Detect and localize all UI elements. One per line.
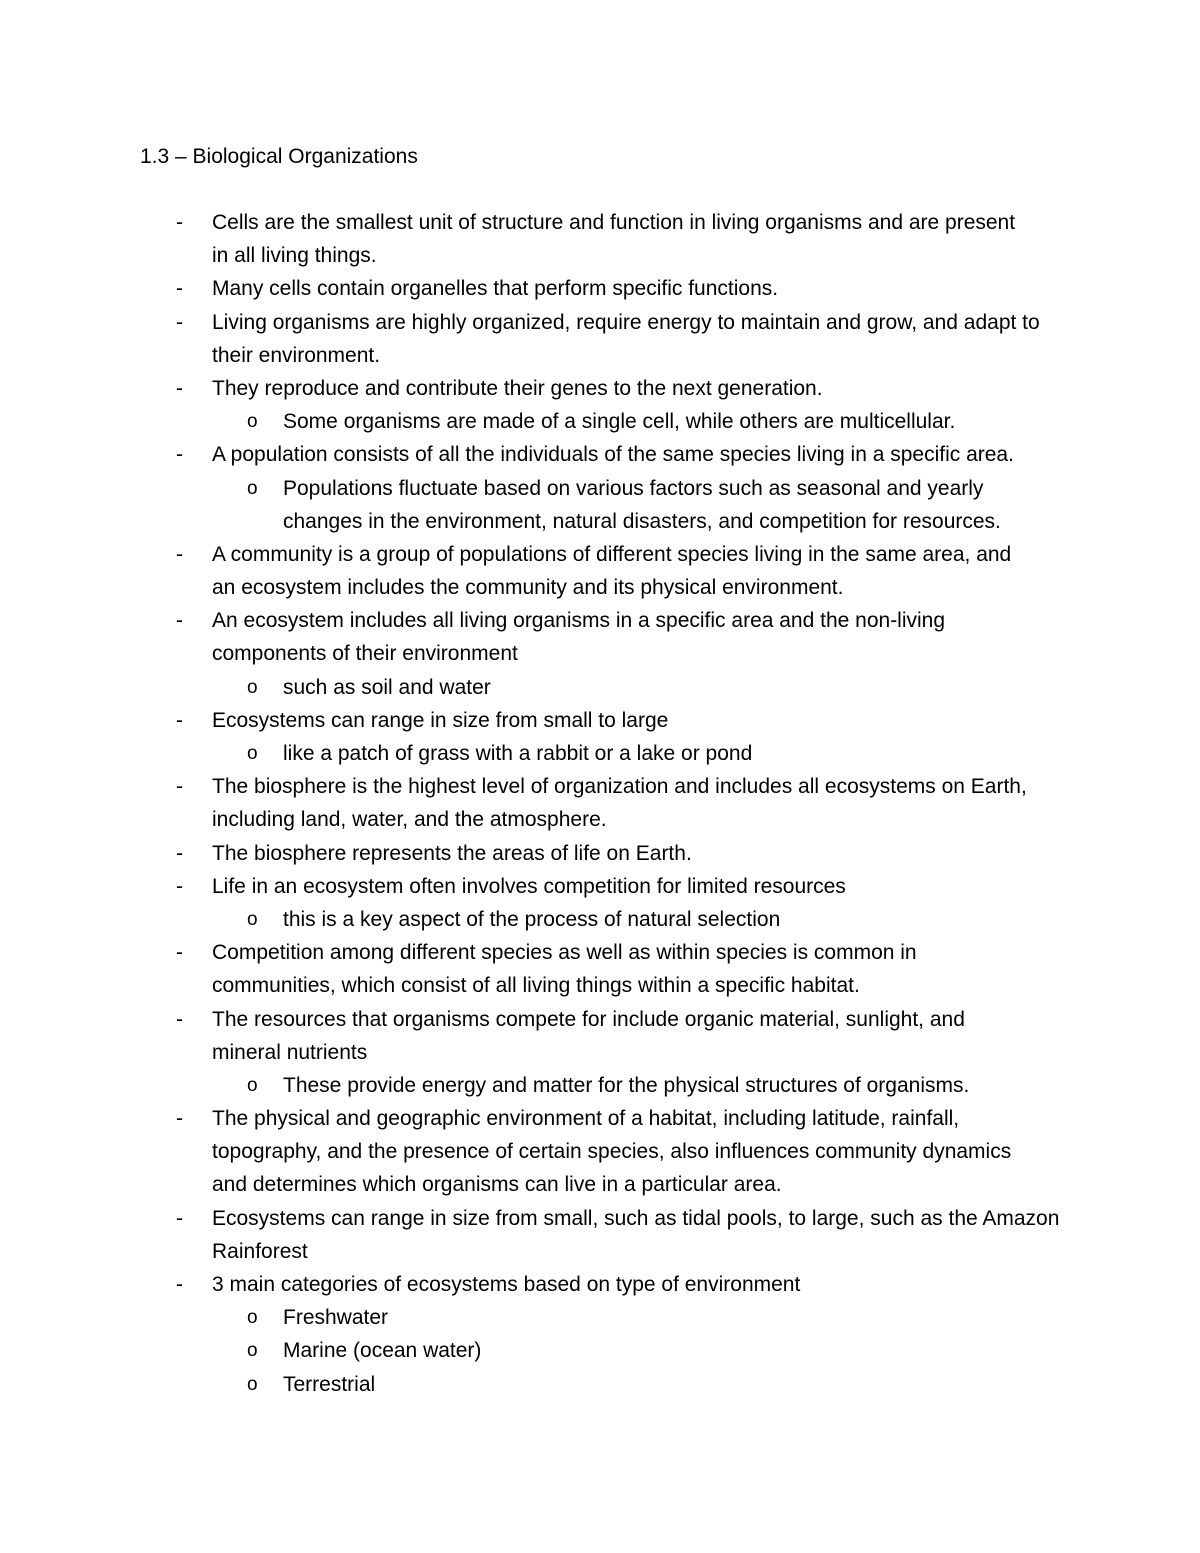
circle-bullet-icon: o <box>247 1074 258 1096</box>
list-item-text: Terrestrial <box>283 1372 376 1396</box>
list-item-continuation <box>0 505 1200 538</box>
list-item-text: in all living things. <box>212 244 377 268</box>
list-item-continuation <box>0 637 1200 670</box>
list-item-continuation <box>0 1135 1200 1168</box>
page-title: 1.3 – Biological Organizations <box>140 145 418 168</box>
circle-bullet-icon: o <box>247 1307 258 1329</box>
list-item <box>0 1003 1200 1036</box>
notes-list <box>0 206 1200 1401</box>
list-item-text: Living organisms are highly organized, require energy to maintain and grow, and adapt to <box>212 310 1040 334</box>
list-item <box>0 770 1200 803</box>
circle-bullet-icon: o <box>247 908 258 930</box>
list-item-text: such as soil and water <box>283 675 491 699</box>
list-item <box>0 272 1200 305</box>
list-item-continuation <box>0 1235 1200 1268</box>
list-item-continuation <box>0 239 1200 272</box>
list-item-text: their environment. <box>212 343 381 367</box>
list-item-text: An ecosystem includes all living organisms in a specific area and the non-living <box>212 609 946 633</box>
dash-bullet-icon: - <box>176 211 183 234</box>
dash-bullet-icon: - <box>176 941 183 965</box>
list-item-text: Competition among different species as well as within species is common in <box>212 941 917 965</box>
dash-bullet-icon: - <box>176 542 183 566</box>
list-item-text: The biosphere represents the areas of life on Earth. <box>212 841 692 865</box>
list-item-text: These provide energy and matter for the physical structures of organisms. <box>283 1073 970 1097</box>
list-item-text: The physical and geographic environment of a habitat, including latitude, rainfall, <box>212 1107 960 1131</box>
circle-bullet-icon: o <box>247 743 258 764</box>
dash-bullet-icon: - <box>176 1007 183 1031</box>
dash-bullet-icon: - <box>176 1107 183 1131</box>
list-item <box>0 1202 1200 1235</box>
list-item-continuation <box>0 339 1200 372</box>
dash-bullet-icon: - <box>176 609 183 633</box>
list-item-text: topography, and the presence of certain species, also influences community dynamics <box>212 1140 1012 1164</box>
list-item <box>0 306 1200 339</box>
circle-bullet-icon: o <box>247 1340 258 1362</box>
dash-bullet-icon: - <box>176 775 183 799</box>
list-item-text: like a patch of grass with a rabbit or a lake or pond <box>283 742 753 765</box>
circle-bullet-icon: o <box>247 1373 258 1395</box>
list-item <box>0 671 1200 704</box>
list-item-text: Freshwater <box>283 1306 389 1330</box>
list-item <box>0 405 1200 438</box>
list-item <box>0 1102 1200 1135</box>
list-item <box>0 1301 1200 1334</box>
list-item <box>0 837 1200 870</box>
dash-bullet-icon: - <box>176 841 183 865</box>
list-item-text: The resources that organisms compete for include organic material, sunlight, and <box>212 1007 965 1031</box>
list-item-continuation <box>0 1036 1200 1069</box>
list-item <box>0 737 1200 770</box>
list-item <box>0 372 1200 405</box>
list-item <box>0 1069 1200 1102</box>
dash-bullet-icon: - <box>176 708 183 732</box>
circle-bullet-icon: o <box>247 411 258 433</box>
circle-bullet-icon: o <box>247 477 258 499</box>
list-item <box>0 604 1200 637</box>
list-item <box>0 704 1200 737</box>
list-item-text: an ecosystem includes the community and its physical environment. <box>212 576 844 600</box>
list-item-text: A population consists of all the individuals of the same species living in a specific area. <box>212 443 1014 467</box>
list-item-text: changes in the environment, natural disasters, and competition for resources. <box>283 509 1001 533</box>
list-item-text: Life in an ecosystem often involves competition for limited resources <box>212 874 846 898</box>
list-item-text: Some organisms are made of a single cell, while others are multicellular. <box>283 410 956 434</box>
list-item-text: this is a key aspect of the process of natural selection <box>283 907 781 931</box>
list-item-text: Marine (ocean water) <box>283 1339 482 1363</box>
list-item-text: Ecosystems can range in size from small to large <box>212 708 669 732</box>
list-item-continuation <box>0 803 1200 836</box>
dash-bullet-icon: - <box>176 310 183 334</box>
list-item-text: mineral nutrients <box>212 1040 368 1064</box>
dash-bullet-icon: - <box>176 1206 183 1230</box>
dash-bullet-icon: - <box>176 443 183 467</box>
list-item <box>0 206 1200 239</box>
list-item-text: The biosphere is the highest level of organization and includes all ecosystems on Earth, <box>212 775 1027 799</box>
list-item-text: Cells are the smallest unit of structure and function in living organisms and are present <box>212 211 1016 234</box>
list-item <box>0 1368 1200 1401</box>
list-item-text: A community is a group of populations of different species living in the same area, and <box>212 542 1012 566</box>
circle-bullet-icon: o <box>247 676 258 698</box>
list-item <box>0 438 1200 471</box>
dash-bullet-icon: - <box>176 376 183 400</box>
list-item <box>0 538 1200 571</box>
list-item-text: Populations fluctuate based on various factors such as seasonal and yearly <box>283 476 984 500</box>
list-item-text: They reproduce and contribute their genes to the next generation. <box>212 376 823 400</box>
dash-bullet-icon: - <box>176 277 183 301</box>
list-item-text: Ecosystems can range in size from small, such as tidal pools, to large, such as the Amazon <box>212 1206 1060 1230</box>
list-item <box>0 472 1200 505</box>
dash-bullet-icon: - <box>176 874 183 898</box>
list-item-text: 3 main categories of ecosystems based on type of environment <box>212 1273 801 1296</box>
list-item-text: including land, water, and the atmosphere. <box>212 808 607 832</box>
list-item-text: components of their environment <box>212 642 518 666</box>
list-item <box>0 936 1200 969</box>
list-item <box>0 1334 1200 1367</box>
dash-bullet-icon: - <box>176 1273 183 1296</box>
list-item-text: and determines which organisms can live in a particular area. <box>212 1173 782 1197</box>
list-item-continuation <box>0 969 1200 1002</box>
list-item <box>0 903 1200 936</box>
list-item-text: communities, which consist of all living things within a specific habitat. <box>212 974 860 998</box>
list-item <box>0 870 1200 903</box>
list-item-text: Rainforest <box>212 1239 308 1263</box>
list-item-continuation <box>0 1168 1200 1201</box>
list-item-continuation <box>0 571 1200 604</box>
list-item <box>0 1268 1200 1301</box>
list-item-text: Many cells contain organelles that perform specific functions. <box>212 277 779 301</box>
